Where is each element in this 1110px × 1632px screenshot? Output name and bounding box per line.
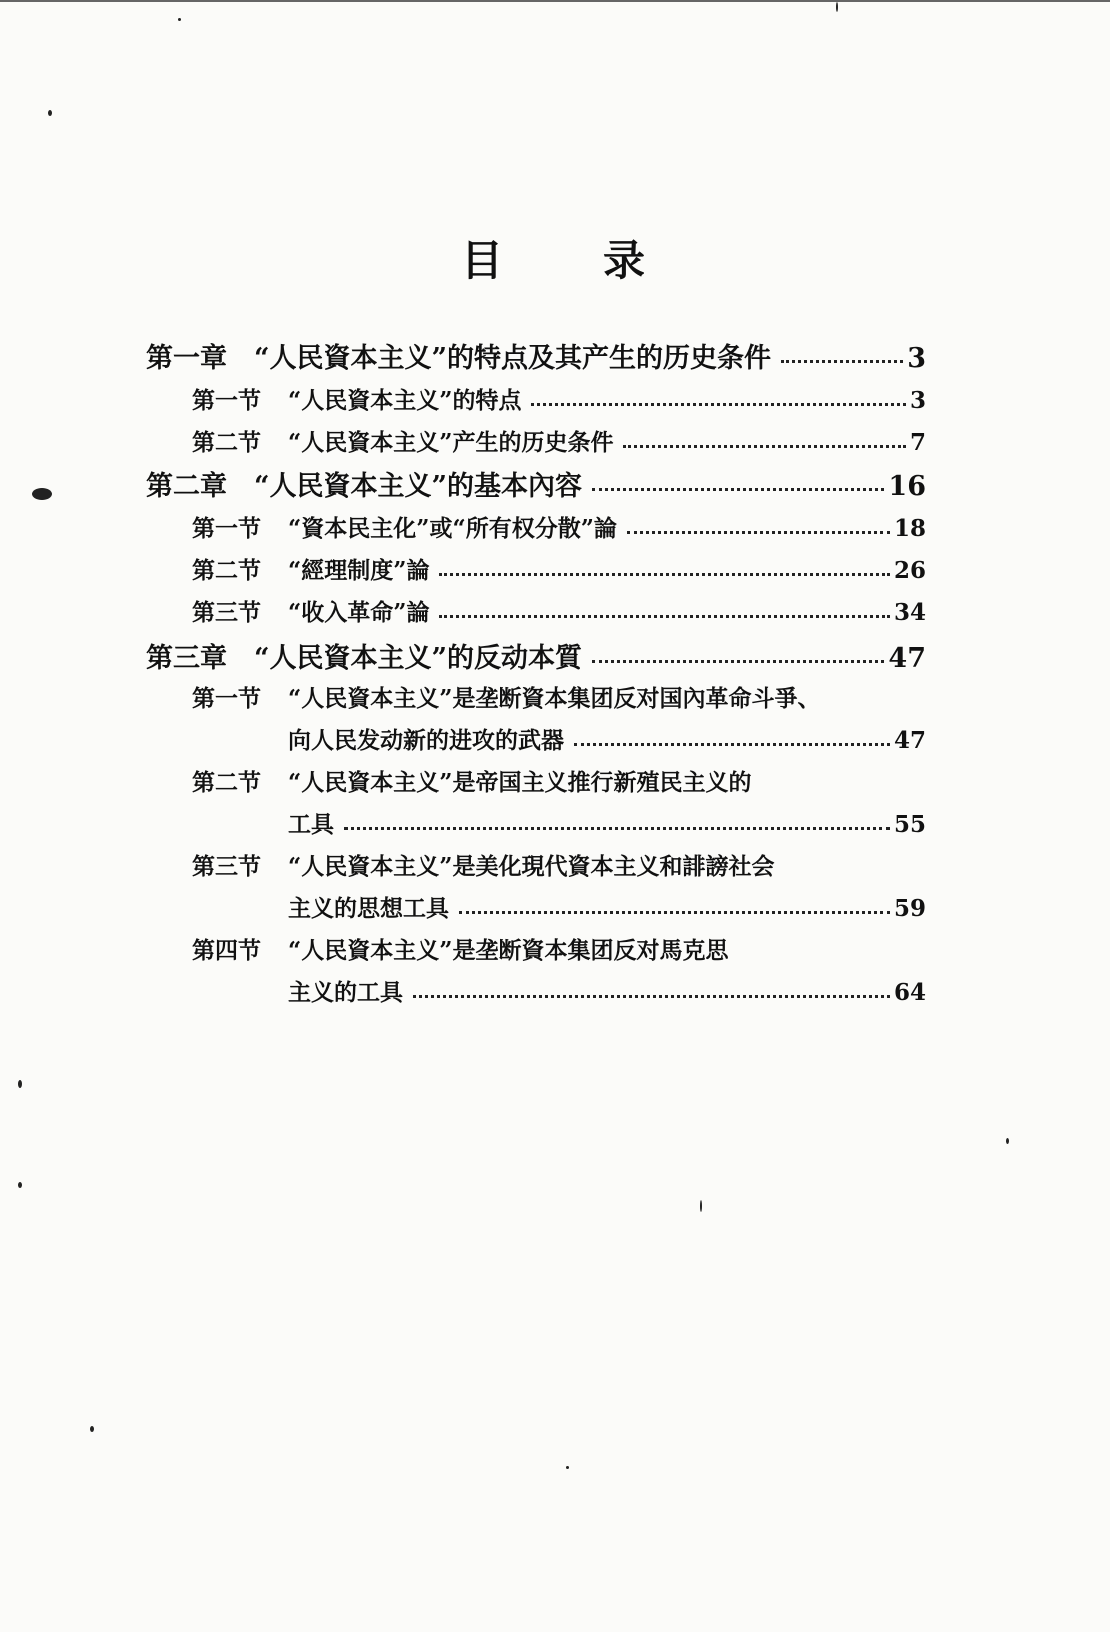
section-label: 第二节 <box>192 429 261 456</box>
section-title: “人民資本主义”产生的历史条件 <box>288 429 614 456</box>
section-title-line-2: 向人民发动新的进攻的武器 <box>288 727 564 754</box>
section-title-line-2: 主义的思想工具 <box>288 895 449 922</box>
leader-dots <box>781 360 903 363</box>
leader-dots <box>413 995 890 998</box>
page-number: 26 <box>893 557 926 584</box>
section-label: 第二节 <box>192 769 261 796</box>
chapter-label: 第二章 <box>146 471 227 502</box>
leader-dots <box>592 488 884 491</box>
section-label: 第一节 <box>192 685 261 712</box>
leader-dots <box>627 531 890 534</box>
title-char-1: 目 <box>460 236 507 285</box>
page-number: 3 <box>909 387 926 414</box>
scan-speck <box>18 1080 22 1088</box>
scan-speck <box>18 1182 22 1188</box>
section-title-line-1: “人民資本主义”是帝国主义推行新殖民主义的 <box>288 769 752 796</box>
leader-dots <box>344 827 890 830</box>
toc-section-1-2[interactable] <box>192 424 926 457</box>
leader-dots <box>623 445 906 448</box>
section-title: “人民資本主义”的特点 <box>288 387 522 414</box>
leader-dots <box>574 743 890 746</box>
chapter-label: 第一章 <box>146 343 227 374</box>
page-number: 64 <box>893 979 926 1006</box>
page-number: 59 <box>893 895 926 922</box>
section-label: 第一节 <box>192 515 261 542</box>
toc-section-2-2[interactable] <box>192 552 926 585</box>
scan-speck <box>566 1466 569 1469</box>
section-title: “經理制度”論 <box>288 557 430 584</box>
page-number: 47 <box>888 643 926 674</box>
chapter-title: “人民資本主义”的反动本質 <box>254 643 583 674</box>
scan-speck <box>178 18 181 21</box>
toc-section-3-4[interactable] <box>192 932 926 965</box>
toc-section-3-1[interactable] <box>192 680 926 713</box>
section-label: 第四节 <box>192 937 261 964</box>
chapter-title: “人民資本主义”的特点及其产生的历史条件 <box>254 343 772 374</box>
toc-section-3-3-cont[interactable] <box>288 890 926 923</box>
page-top-edge <box>0 0 1110 2</box>
toc-section-3-4-cont[interactable] <box>288 974 926 1007</box>
section-title-line-2: 主义的工具 <box>288 979 403 1006</box>
section-label: 第三节 <box>192 599 261 626</box>
toc-section-3-3[interactable] <box>192 848 926 881</box>
section-title: “資本民主化”或“所有权分散”論 <box>288 515 617 542</box>
section-label: 第二节 <box>192 557 261 584</box>
toc-section-2-3[interactable] <box>192 594 926 627</box>
page-title <box>0 228 1110 288</box>
page-number: 47 <box>893 727 926 754</box>
section-label: 第三节 <box>192 853 261 880</box>
page-number: 16 <box>888 471 926 502</box>
toc-chapter-2[interactable] <box>146 464 926 503</box>
section-label: 第一节 <box>192 387 261 414</box>
scan-speck <box>700 1200 702 1212</box>
leader-dots <box>459 911 890 914</box>
page-number: 18 <box>893 515 926 542</box>
chapter-title: “人民資本主义”的基本內容 <box>254 471 583 502</box>
toc-chapter-3[interactable] <box>146 636 926 675</box>
section-title: “收入革命”論 <box>288 599 430 626</box>
leader-dots <box>592 660 884 663</box>
scan-speck <box>48 110 52 116</box>
toc-section-3-2[interactable] <box>192 764 926 797</box>
title-char-2: 录 <box>603 236 650 285</box>
scan-speck <box>1006 1138 1009 1144</box>
section-title-line-1: “人民資本主义”是垄断資本集团反对馬克思 <box>288 937 729 964</box>
toc-section-1-1[interactable] <box>192 382 926 415</box>
section-title-line-1: “人民資本主义”是垄断資本集团反对国內革命斗爭、 <box>288 685 821 712</box>
section-title-line-1: “人民資本主义”是美化現代資本主义和誹謗社会 <box>288 853 775 880</box>
page-number: 55 <box>893 811 926 838</box>
toc-chapter-1[interactable] <box>146 336 926 375</box>
chapter-label: 第三章 <box>146 643 227 674</box>
leader-dots <box>439 573 890 576</box>
section-title-line-2: 工具 <box>288 811 334 838</box>
page-number: 7 <box>909 429 926 456</box>
leader-dots <box>439 615 890 618</box>
page-number: 3 <box>907 343 926 374</box>
toc-section-3-1-cont[interactable] <box>288 722 926 755</box>
toc-section-2-1[interactable] <box>192 510 926 543</box>
toc-section-3-2-cont[interactable] <box>288 806 926 839</box>
page-number: 34 <box>893 599 926 626</box>
scan-speck <box>836 2 838 12</box>
scan-speck <box>90 1426 94 1432</box>
scan-speck <box>32 488 52 500</box>
leader-dots <box>531 403 906 406</box>
